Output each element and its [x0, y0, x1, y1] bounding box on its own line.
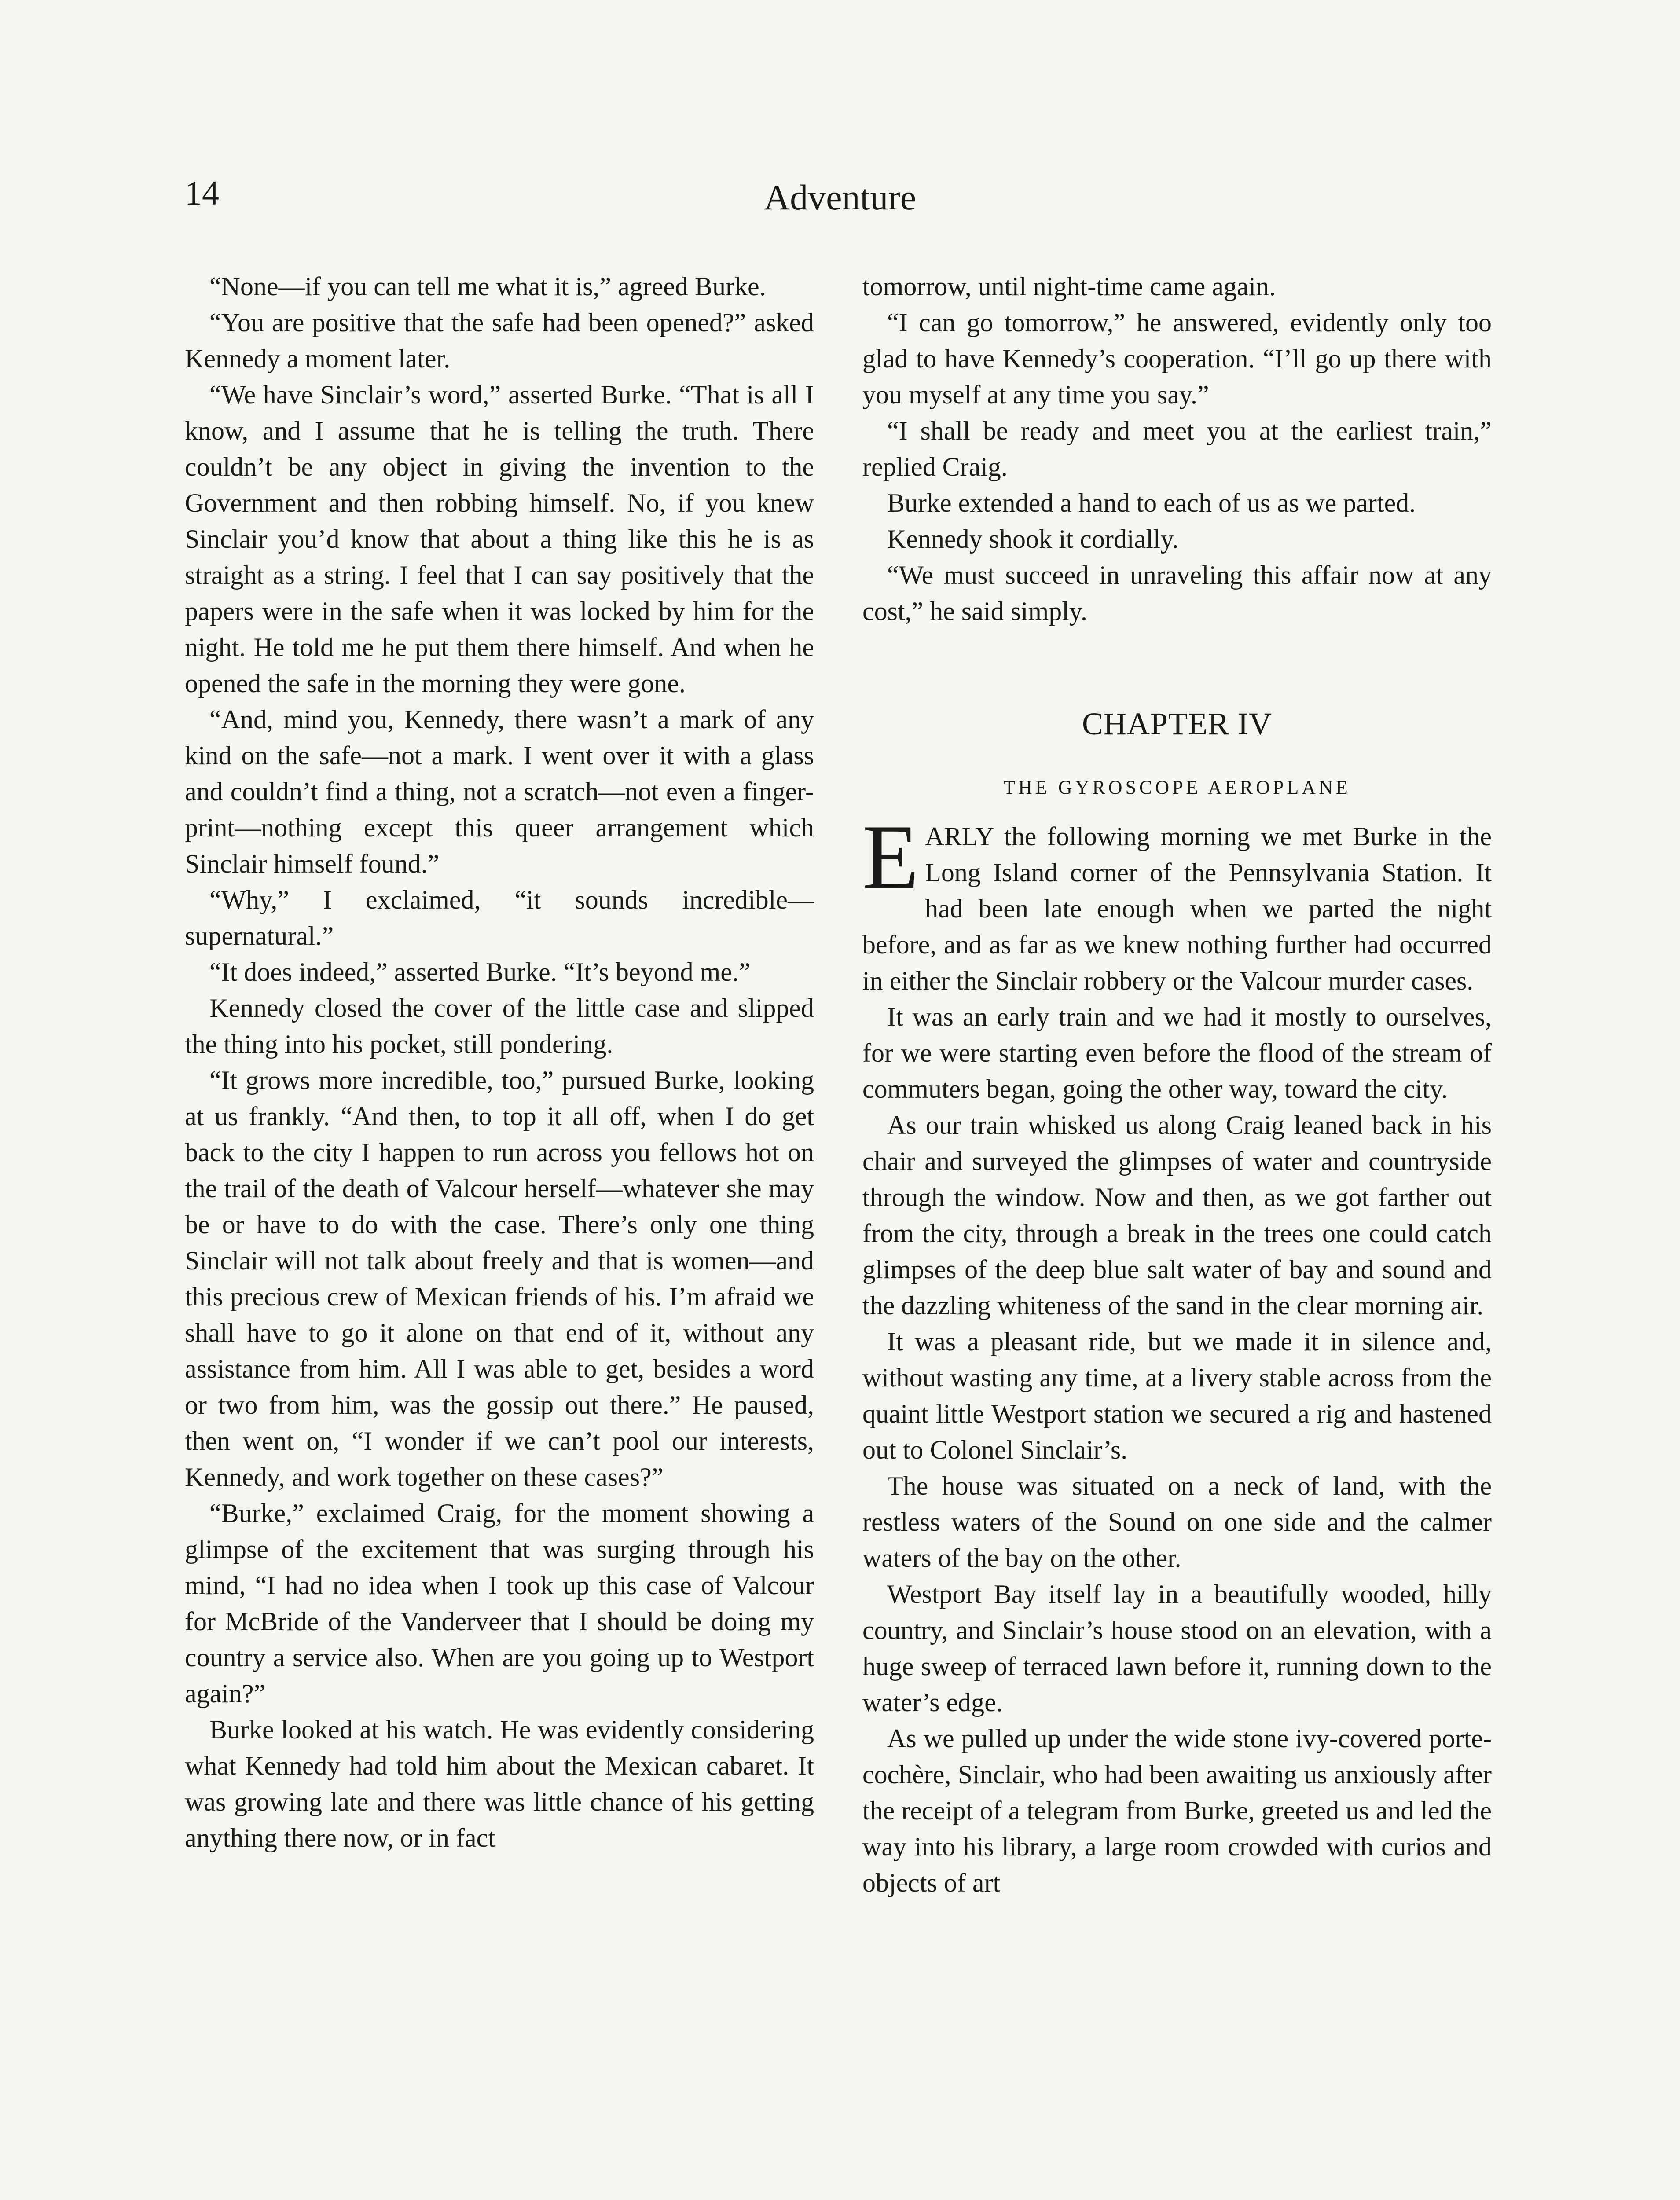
paragraph: “I shall be ready and meet you at the earliest train,” replied Craig.: [862, 416, 1492, 481]
running-header-title: Adventure: [763, 177, 917, 217]
chapter-subtitle: THE GYROSCOPE AEROPLANE: [1003, 777, 1351, 798]
paragraph: It was an early train and we had it mostly to ourselves, for we were starting even before the flood of the stream of commuters began, going the other way, toward the city.: [862, 1002, 1492, 1104]
paragraph: The house was situated on a neck of land, with the restless waters of the Sound on one side and the calmer waters of the bay on the other.: [862, 1471, 1492, 1573]
paragraph: “We must succeed in unraveling this affair now at any cost,” he said simply.: [862, 561, 1492, 626]
paragraph: It was a pleasant ride, but we made it in silence and, without wasting any time, at a livery stable across from the quaint little Westport station we secured a rig and hastened out to Colonel Sinclair’s.: [862, 1327, 1492, 1464]
paragraph: Kennedy closed the cover of the little case and slipped the thing into his pocket, still pondering.: [185, 994, 814, 1059]
paragraph: Burke looked at his watch. He was evidently considering what Kennedy had told him about the Mexican cabaret. It was growing late and there was little chance of his getting anything there now, or in fact: [185, 1715, 814, 1852]
chapter-opening-paragraph: [862, 806, 1492, 999]
opening-text: ARLY the following morning we met Burke in the Long Island corner of the Pennsylvania Station. It had been late enough when we parted the night before, and as far as we knew nothing further had occurred in either the Sinclair robbery or the Valcour murder cases.: [862, 822, 1492, 995]
paragraph: Kennedy shook it cordially.: [887, 524, 1179, 554]
paragraph: As our train whisked us along Craig leaned back in his chair and surveyed the glimpses of water and countryside through the window. Now and then, as we got farther out from the city, through a break in the trees one could catch glimpses of the deep blue salt water of bay and sound and the dazzling whiteness of the sand in the clear morning air.: [862, 1111, 1492, 1320]
paragraph: As we pulled up under the wide stone ivy-covered porte-cochère, Sinclair, who had been awaiting us anxiously after the receipt of a telegram from Burke, greeted us and led the way into his library, a large room crowded with curios and objects of art: [862, 1724, 1492, 1897]
paragraph: “Why,” I exclaimed, “it sounds incredible—supernatural.”: [185, 885, 814, 950]
paragraph: “None—if you can tell me what it is,” agreed Burke.: [209, 272, 766, 301]
paragraph: Westport Bay itself lay in a beautifully wooded, hilly country, and Sinclair’s house stood on an elevation, with a huge sweep of terraced lawn before it, running down to the water’s edge.: [862, 1580, 1492, 1717]
paragraph: Burke extended a hand to each of us as we parted.: [887, 488, 1416, 517]
right-column: [862, 268, 1492, 1901]
chapter-title: CHAPTER IV: [1082, 706, 1272, 741]
paragraph-continuation: tomorrow, until night-time came again.: [862, 272, 1276, 301]
paragraph: “I can go tomorrow,” he answered, evidently only too glad to have Kennedy’s cooperation. “I’ll go up there with you myself at any time you say.”: [862, 308, 1492, 409]
page-number: 14: [185, 174, 219, 212]
left-column: [185, 268, 814, 1856]
paragraph: “It does indeed,” asserted Burke. “It’s beyond me.”: [209, 957, 751, 986]
paragraph: “And, mind you, Kennedy, there wasn’t a mark of any kind on the safe—not a mark. I went over it with a glass and couldn’t find a thing, not a scratch—not even a finger-print—nothing except this queer arrangement which Sinclair himself found.”: [185, 705, 814, 878]
paragraph: “You are positive that the safe had been opened?” asked Kennedy a moment later.: [185, 308, 814, 373]
paragraph: “Burke,” exclaimed Craig, for the moment showing a glimpse of the excitement that was surging through his mind, “I had no idea when I took up this case of Valcour for McBride of the Vanderveer that I should be doing my country a service also. When are you going up to Westport again?”: [185, 1499, 814, 1708]
paragraph: “It grows more incredible, too,” pursued Burke, looking at us frankly. “And then, to top it all off, when I do get back to the city I happen to run across you fellows hot on the trail of the death of Valcour herself—whatever she may be or have to do with the case. There’s only one thing Sinclair will not talk about freely and that is women—and this precious crew of Mexican friends of his. I’m afraid we shall have to go it alone on that end of it, without any assistance from him. All I was able to get, besides a word or two from him, was the gossip out there.” He paused, then went on, “I wonder if we can’t pool our interests, Kennedy, and work together on these cases?”: [185, 1066, 814, 1492]
drop-cap: E: [862, 806, 919, 908]
paragraph: “We have Sinclair’s word,” asserted Burke. “That is all I know, and I assume that he is telling the truth. There couldn’t be any object in giving the invention to the Government and then robbing himself. No, if you knew Sinclair you’d know that about a thing like this he is as straight as a string. I feel that I can say positively that the papers were in the safe when it was locked by him for the night. He told me he put them there himself. And when he opened the safe in the morning they were gone.: [185, 380, 814, 698]
